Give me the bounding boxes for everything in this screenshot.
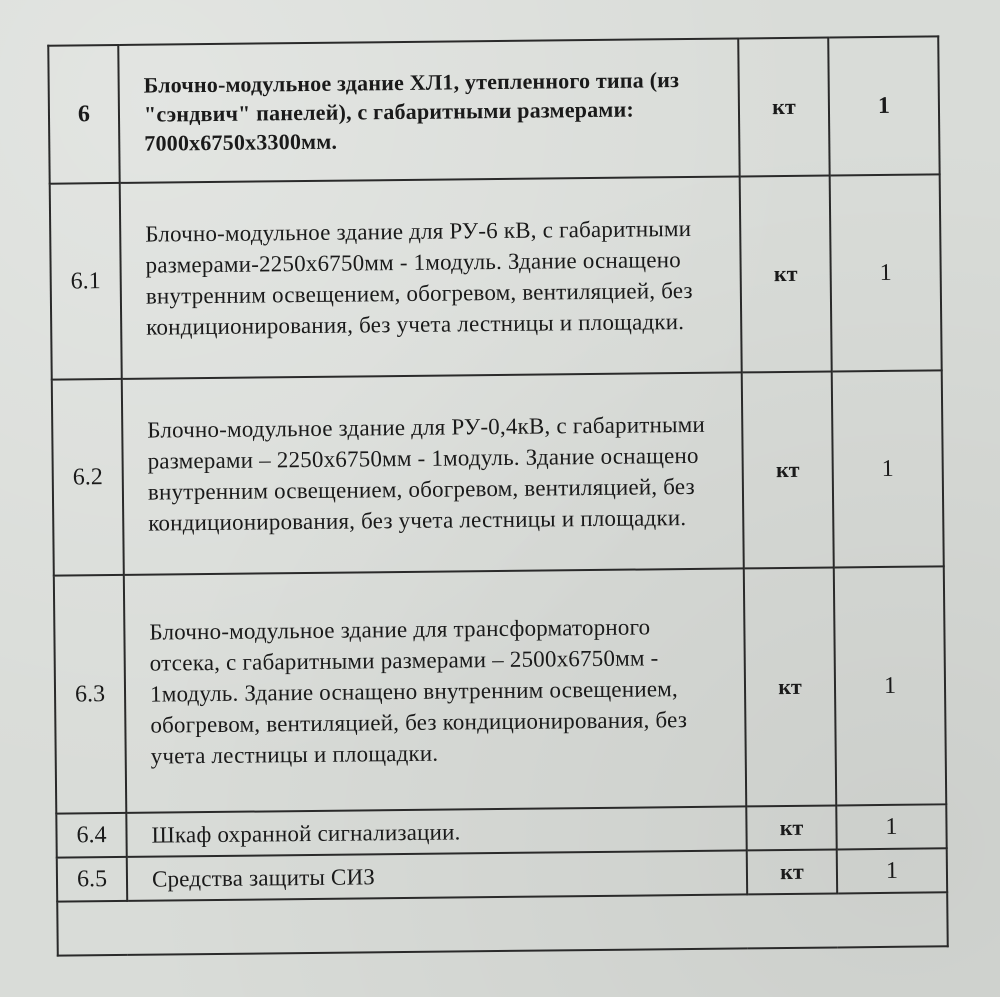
- quantity-cell: 1: [832, 370, 944, 567]
- row-number: 6.1: [50, 183, 122, 380]
- quantity-cell: 1: [837, 848, 947, 893]
- unit-cell: кт: [740, 176, 832, 373]
- quantity-cell: 1: [830, 174, 942, 371]
- table-row: [50, 174, 942, 379]
- row-number: 6.5: [57, 857, 127, 902]
- unit-cell: кт: [744, 567, 836, 806]
- unit-cell: кт: [746, 805, 836, 850]
- quantity-cell: 1: [828, 36, 939, 175]
- quantity-cell: 1: [834, 566, 946, 805]
- quantity-cell: 1: [836, 804, 946, 849]
- item-description: Средства защиты СИЗ: [127, 850, 747, 900]
- unit-cell: кт: [742, 371, 834, 568]
- table-row: [54, 566, 946, 813]
- specification-table: [47, 35, 949, 956]
- unit-cell: кт: [738, 38, 829, 177]
- table-row: [52, 370, 944, 575]
- row-number: 6: [48, 45, 119, 184]
- unit-cell: кт: [747, 849, 837, 894]
- item-description: Блочно-модульное здание ХЛ1, утепленного типа (из "сэндвич" панелей), с габаритными размерами: 7000х6750х3300мм.: [118, 38, 739, 182]
- row-number: 6.3: [54, 575, 126, 814]
- item-description: Блочно-модульное здание для трансформаторного отсека, с габаритными размерами – 2500х6750мм - 1модуль. Здание оснащено внутренним освещением, обогревом, вентиляцией, без кондиционирования, без учета лестницы и площадки.: [124, 568, 746, 812]
- row-number: 6.2: [52, 379, 124, 576]
- empty-row: [57, 892, 948, 955]
- table-row: [48, 36, 939, 183]
- item-description: Блочно-модульное здание для РУ-6 кВ, с габаритными размерами-2250х6750мм - 1модуль. Здание оснащено внутренним освещением, обогревом, вентиляцией, без кондиционирования, без учета лестницы и площадки.: [120, 176, 742, 378]
- row-number: 6.4: [56, 813, 126, 858]
- item-description: Блочно-модульное здание для РУ-0,4кВ, с габаритными размерами – 2250х6750мм - 1модуль. Здание оснащено внутренним освещением, обогревом, вентиляцией, без кондиционирования, без учета лестницы и площадки.: [122, 372, 744, 574]
- item-description: Шкаф охранной сигнализации.: [126, 806, 746, 856]
- empty-cell: [57, 892, 948, 955]
